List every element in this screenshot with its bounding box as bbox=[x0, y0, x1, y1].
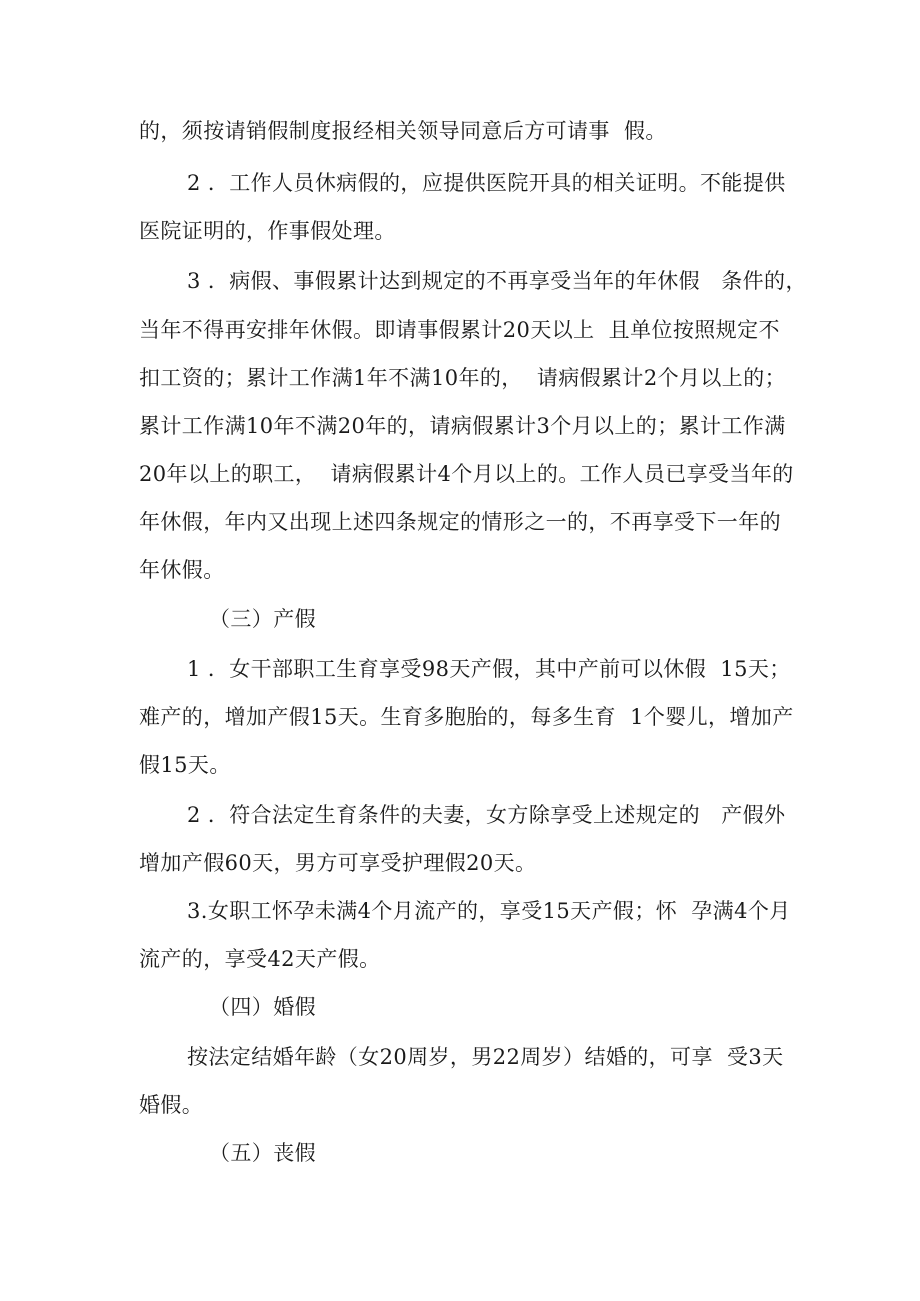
paragraph-line: 按法定结婚年龄（女20周岁，男22周岁）结婚的，可享 受3天 bbox=[187, 1045, 784, 1069]
paragraph-line: 2 ．工作人员休病假的，应提供医院开具的相关证明。不能提供 bbox=[187, 171, 786, 195]
paragraph-line: 增加产假60天，男方可享受护理假20天。 bbox=[139, 851, 537, 875]
paragraph-line: 的，须按请销假制度报经相关领导同意后方可请事 假。 bbox=[139, 119, 667, 143]
paragraph-line: 年休假。 bbox=[139, 558, 225, 582]
paragraph-line: 流产的，享受42天产假。 bbox=[139, 947, 381, 971]
section-heading-marriage-leave: （四）婚假 bbox=[209, 995, 316, 1019]
section-heading-maternity-leave: （三）产假 bbox=[209, 607, 316, 631]
paragraph-line: 难产的，增加产假15天。生育多胞胎的，每多生育 1个婴儿，增加产 bbox=[139, 705, 794, 729]
paragraph-line: 年休假，年内又出现上述四条规定的情形之一的，不再享受下一年的 bbox=[139, 510, 781, 534]
paragraph-line: 3.女职工怀孕未满4个月流产的，享受15天产假；怀 孕满4个月 bbox=[187, 899, 791, 923]
paragraph-line: 3 ．病假、事假累计达到规定的不再享受当年的年休假 条件的， bbox=[187, 269, 807, 293]
paragraph-line: 假15天。 bbox=[139, 753, 231, 777]
paragraph-line: 婚假。 bbox=[139, 1093, 204, 1117]
paragraph-line: 扣工资的；累计工作满1年不满10年的， 请病假累计2个月以上的； bbox=[139, 366, 786, 390]
section-heading-funeral-leave: （五）丧假 bbox=[209, 1141, 316, 1165]
paragraph-line: 当年不得再安排年休假。即请事假累计20天以上 且单位按照规定不 bbox=[139, 318, 780, 342]
paragraph-line: 20年以上的职工， 请病假累计4个月以上的。工作人员已享受当年的 bbox=[139, 462, 794, 486]
paragraph-line: 医院证明的，作事假处理。 bbox=[139, 219, 396, 243]
paragraph-line: 1 ．女干部职工生育享受98天产假，其中产前可以休假 15天； bbox=[187, 657, 791, 681]
paragraph-line: 2 ．符合法定生育条件的夫妻，女方除享受上述规定的 产假外 bbox=[187, 803, 786, 827]
paragraph-line: 累计工作满10年不满20年的，请病假累计3个月以上的；累计工作满 bbox=[139, 414, 786, 438]
